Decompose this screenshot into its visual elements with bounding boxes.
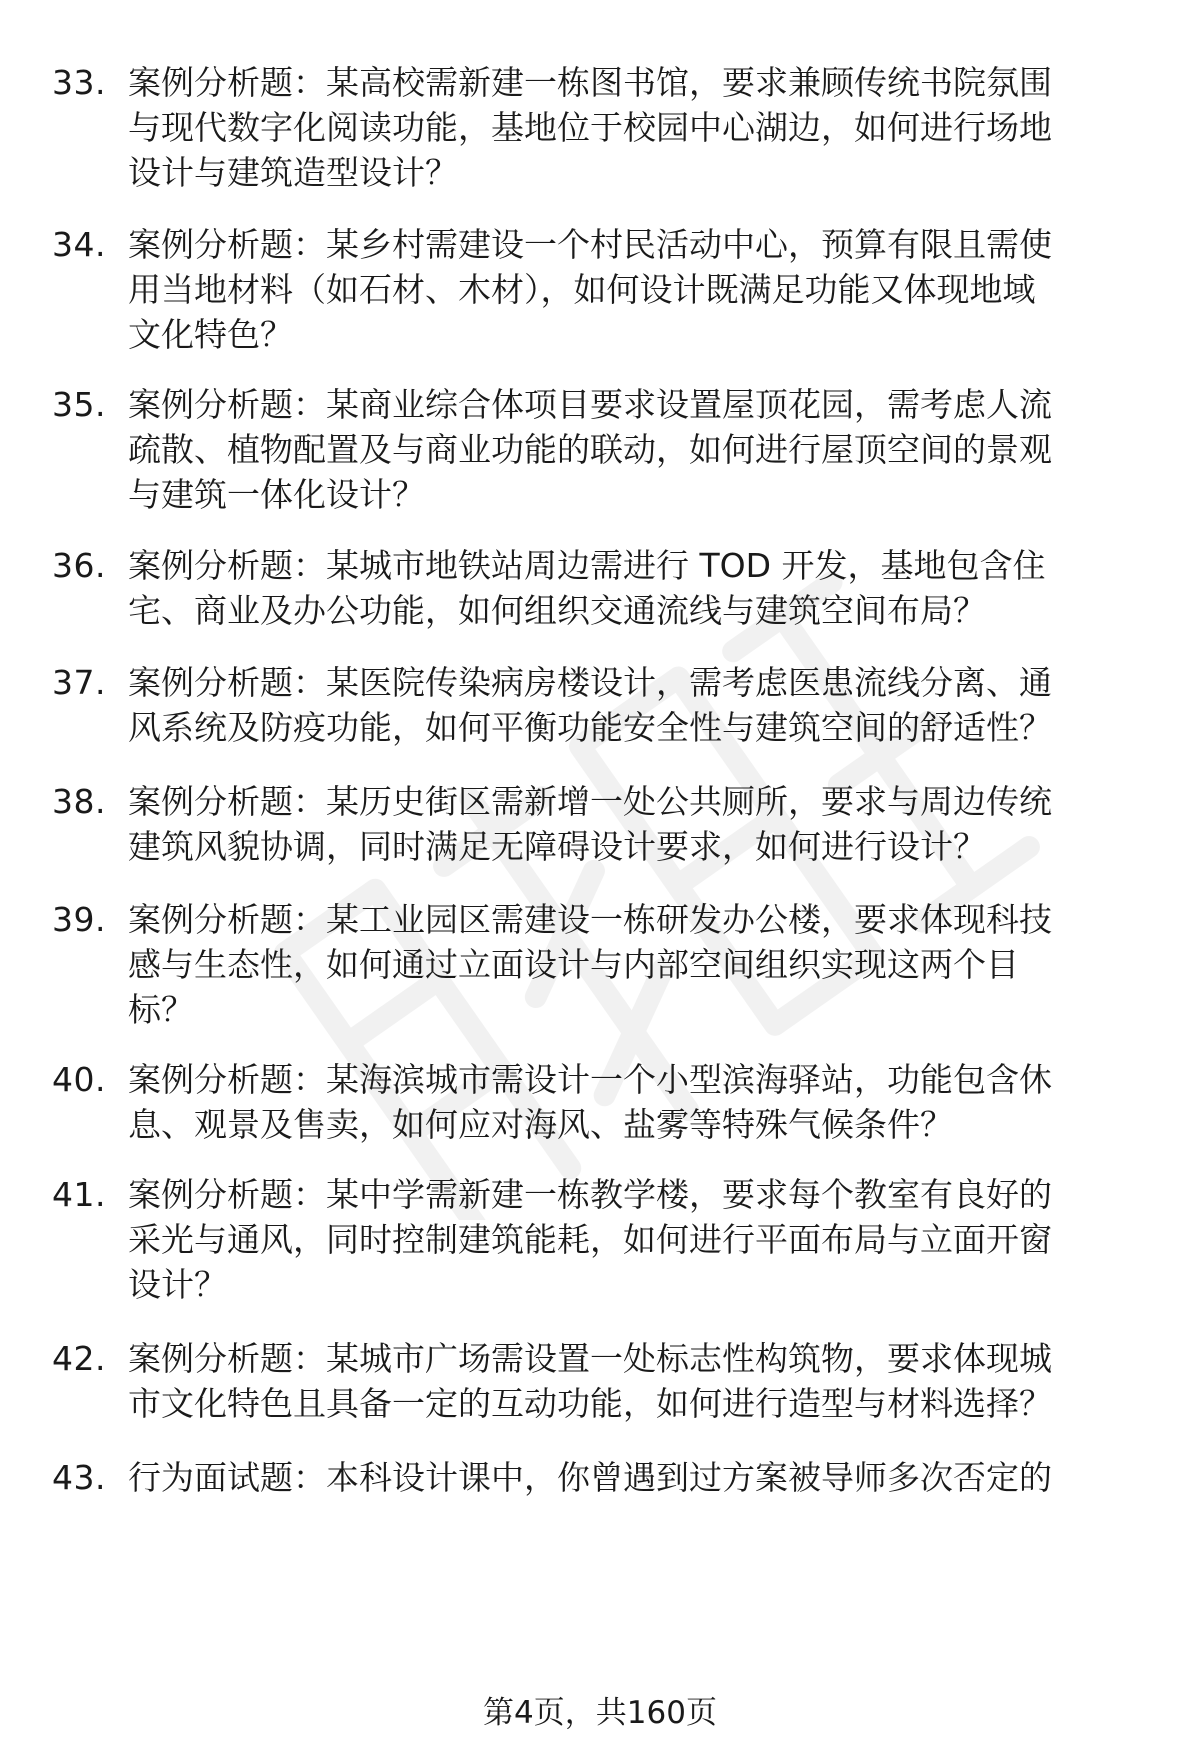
question-number: 33. [52, 63, 106, 102]
question-text-line: 疏散、植物配置及与商业功能的联动，如何进行屋顶空间的景观 [128, 430, 1052, 469]
question-text-line: 案例分析题：某历史街区需新增一处公共厕所，要求与周边传统 [128, 782, 1052, 821]
question-text [128, 779, 1148, 869]
question-text-line: 用当地材料（如石材、木材），如何设计既满足功能又体现地域 [128, 270, 1036, 309]
question-text-line: 行为面试题：本科设计课中，你曾遇到过方案被导师多次否定的 [128, 1458, 1052, 1497]
question-text-line: 与现代数字化阅读功能，基地位于校园中心湖边，如何进行场地 [128, 108, 1052, 147]
question-text-line: 案例分析题：某中学需新建一栋教学楼，要求每个教室有良好的 [128, 1175, 1052, 1214]
question-number: 39. [52, 900, 106, 939]
question-number: 38. [52, 782, 106, 821]
question-number: 41. [52, 1175, 106, 1214]
question-number: 34. [52, 225, 106, 264]
question-text-line: 息、观景及售卖，如何应对海风、盐雾等特殊气候条件？ [128, 1105, 953, 1144]
question-text [128, 222, 1148, 357]
question-text-line: 市文化特色且具备一定的互动功能，如何进行造型与材料选择？ [128, 1384, 1052, 1423]
question-text-line: 案例分析题：某海滨城市需设计一个小型滨海驿站，功能包含休 [128, 1060, 1052, 1099]
question-text-line: 案例分析题：某工业园区需建设一栋研发办公楼，要求体现科技 [128, 900, 1052, 939]
question-text [128, 382, 1148, 517]
question-text-line: 宅、商业及办公功能，如何组织交通流线与建筑空间布局？ [128, 591, 986, 630]
question-text-line: 风系统及防疫功能，如何平衡功能安全性与建筑空间的舒适性？ [128, 708, 1052, 747]
question-text-line: 与建筑一体化设计？ [128, 475, 425, 514]
question-number: 35. [52, 385, 106, 424]
question-text-line: 文化特色？ [128, 315, 293, 354]
question-text-line: 案例分析题：某乡村需建设一个村民活动中心，预算有限且需使 [128, 225, 1052, 264]
question-text [128, 897, 1148, 1032]
question-text [128, 60, 1148, 195]
question-text-line: 案例分析题：某商业综合体项目要求设置屋顶花园，需考虑人流 [128, 385, 1052, 424]
question-text [128, 543, 1148, 633]
question-number: 42. [52, 1339, 106, 1378]
question-text-line: 设计与建筑造型设计？ [128, 153, 458, 192]
question-text-line: 案例分析题：某高校需新建一栋图书馆，要求兼顾传统书院氛围 [128, 63, 1052, 102]
question-number: 40. [52, 1060, 106, 1099]
question-text [128, 660, 1148, 750]
question-text-line: 案例分析题：某医院传染病房楼设计，需考虑医患流线分离、通 [128, 663, 1052, 702]
question-text-line: 案例分析题：某城市地铁站周边需进行 TOD 开发，基地包含住 [128, 546, 1046, 585]
question-text-line: 案例分析题：某城市广场需设置一处标志性构筑物，要求体现城 [128, 1339, 1052, 1378]
question-text-line: 设计？ [128, 1265, 227, 1304]
question-text-line: 感与生态性，如何通过立面设计与内部空间组织实现这两个目 [128, 945, 1019, 984]
question-text [128, 1455, 1148, 1500]
question-text [128, 1057, 1148, 1147]
question-number: 37. [52, 663, 106, 702]
question-text [128, 1336, 1148, 1426]
question-number: 43. [52, 1458, 106, 1497]
question-number: 36. [52, 546, 106, 585]
question-text [128, 1172, 1148, 1307]
question-text-line: 采光与通风，同时控制建筑能耗，如何进行平面布局与立面开窗 [128, 1220, 1052, 1259]
question-text-line: 建筑风貌协调，同时满足无障碍设计要求，如何进行设计？ [128, 827, 986, 866]
page-footer: 第4页，共160页 [483, 1695, 717, 1731]
question-text-line: 标？ [128, 990, 194, 1029]
